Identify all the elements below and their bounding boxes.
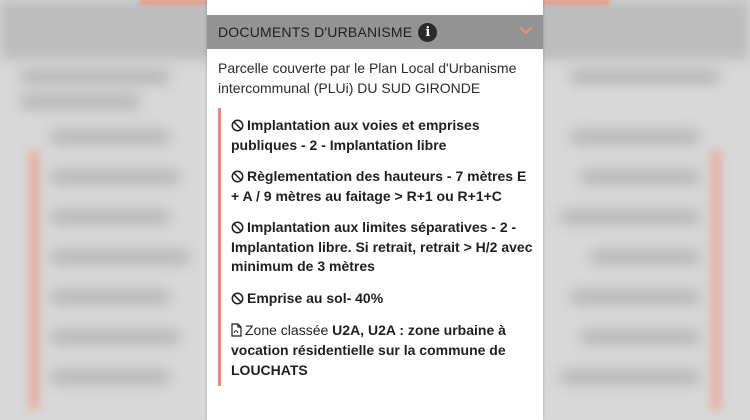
top-strip <box>207 0 543 14</box>
plu-description: Parcelle couverte par le Plan Local d'Urbanisme intercommunal (PLUi) DU SUD GIRONDE <box>218 60 517 96</box>
zone-classification <box>231 320 535 380</box>
rules-list <box>218 108 535 386</box>
zone-prefix: Zone classée <box>245 322 329 338</box>
rule-text: Règlementation des hauteurs - 7 mètres E + A / 9 mètres au faitage > R+1 ou R+1+C <box>231 168 527 204</box>
chevron-down-icon[interactable] <box>519 24 533 38</box>
urbanism-panel <box>207 0 543 420</box>
ban-icon <box>231 170 244 183</box>
info-icon[interactable]: i <box>418 23 437 42</box>
panel-content <box>218 58 535 386</box>
rule-item <box>231 108 535 155</box>
ban-icon <box>231 119 244 132</box>
ban-icon <box>231 221 244 234</box>
panel-title: DOCUMENTS D'URBANISME <box>218 24 413 40</box>
zone-code: U2A, U2A : zone urbaine à vocation résidentielle sur la commune de LOUCHATS <box>231 322 506 378</box>
rule-item <box>231 218 535 277</box>
rule-item <box>231 167 535 206</box>
panel-header[interactable] <box>207 15 543 49</box>
document-icon <box>231 323 242 337</box>
rule-item <box>231 289 535 309</box>
ban-icon <box>231 292 244 305</box>
rule-text: Implantation aux limites séparatives - 2 - Implantation libre. Si retrait, retrait > H/2 avec minimum de 3 mètres <box>231 219 533 274</box>
rule-text: Implantation aux voies et emprises publiques - 2 - Implantation libre <box>231 117 480 153</box>
rule-text: Emprise au sol- 40% <box>247 289 384 306</box>
